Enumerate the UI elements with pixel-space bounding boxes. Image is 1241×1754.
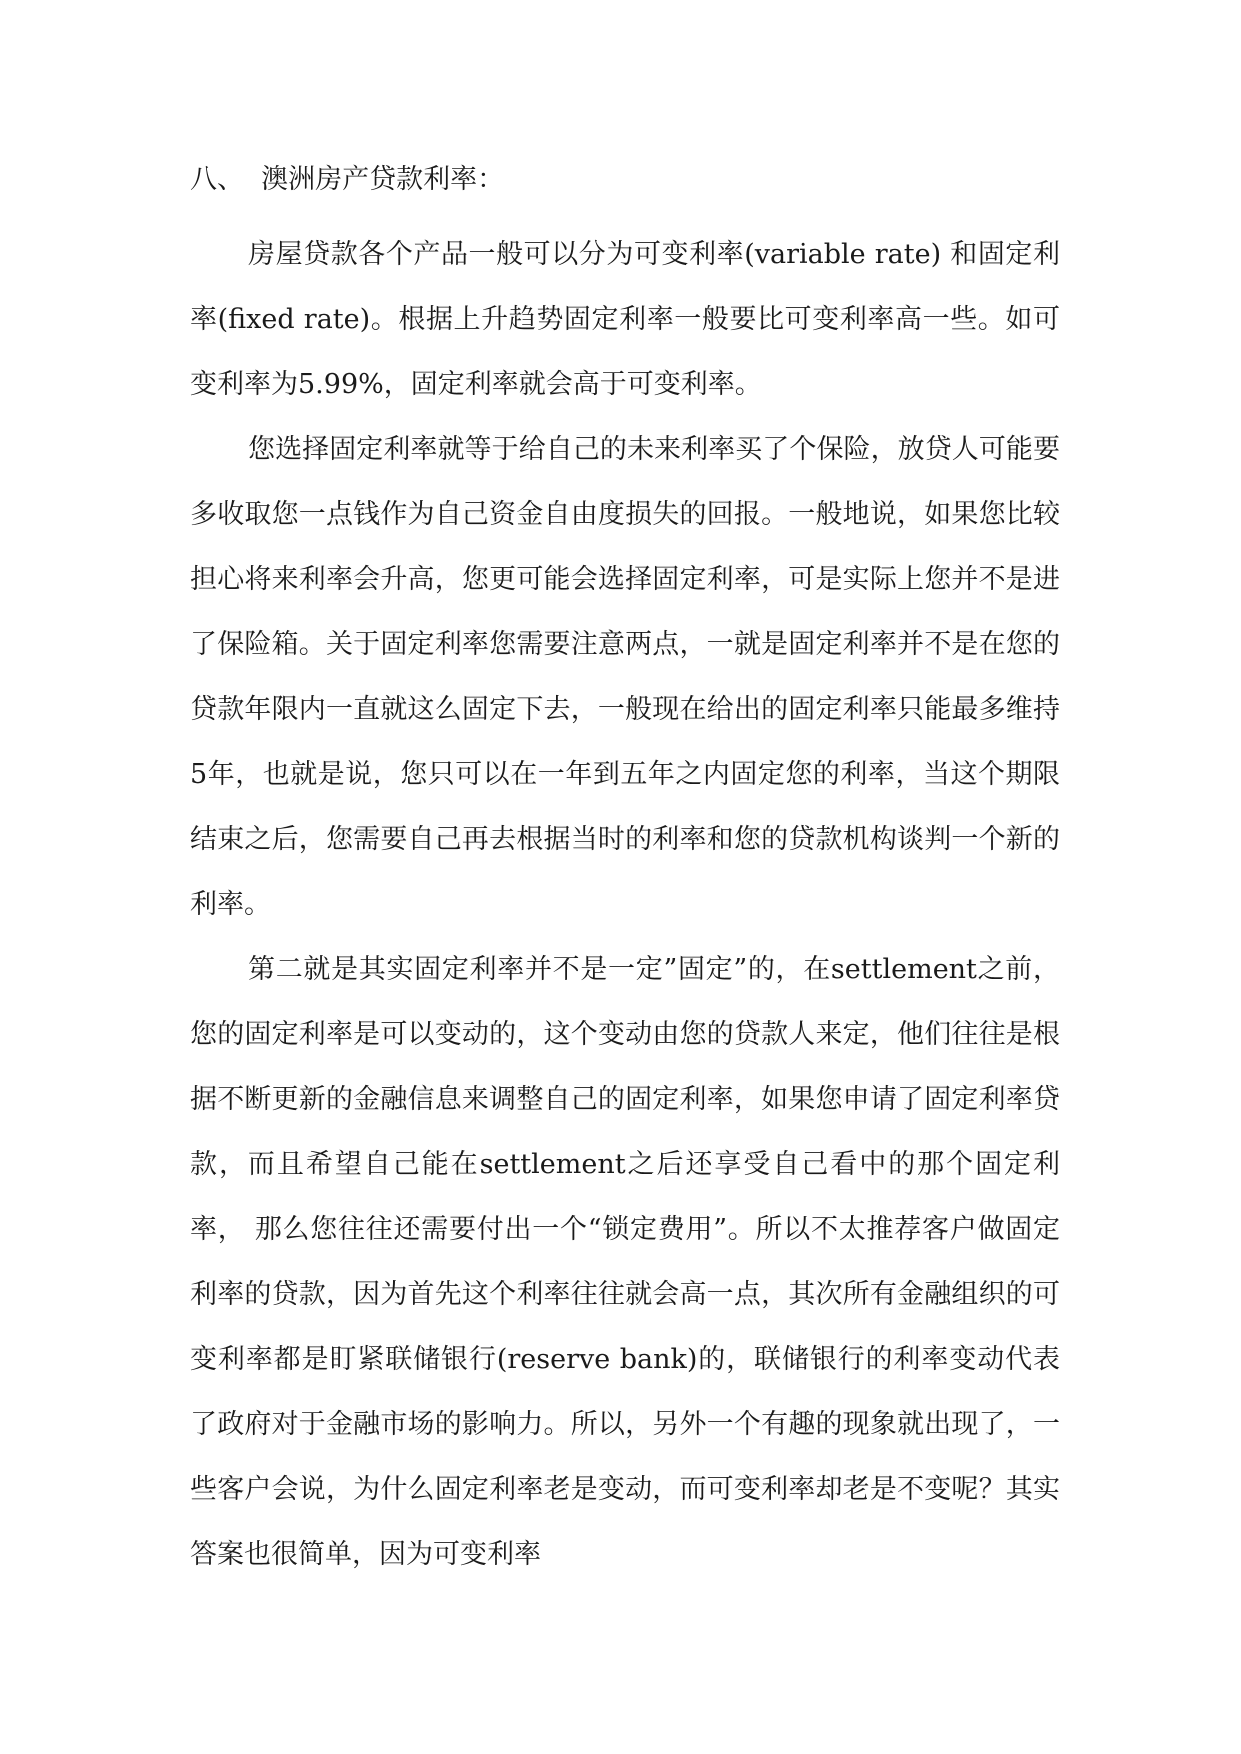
section-heading: 八、 澳洲房产贷款利率： <box>190 164 505 195</box>
paragraph-fixed-rate-changes: 第二就是其实固定利率并不是一定”固定”的，在settlement之前，您的固定利率是可以变动的，这个变动由您的贷款人来定，他们往往是根据不断更新的金融信息来调整自己的固定利率，如果您申请了固定利率贷款，而且希望自己能在settlement之后还享受自己看中的那个固定利率， 那么您往往还需要付出一个“锁定费用”。所以不太推荐客户做固定利率的贷款，因为首先这个利率往往就会高一点，其次所有金融组织的可变利率都是盯紧联储银行(reserve bank)的，联储银行的利率变动代表了政府对于金融市场的影响力。所以，另外一个有趣的现象就出现了，一些客户会说，为什么固定利率老是变动，而可变利率却老是不变呢？其实答案也很简单，因为可变利率 <box>190 954 1060 1570</box>
paragraph-rate-types: 房屋贷款各个产品一般可以分为可变利率(variable rate) 和固定利率(fixed rate)。根据上升趋势固定利率一般要比可变利率高一些。如可变利率为5.99%，固定利率就会高于可变利率。 <box>190 239 1060 400</box>
document-page <box>190 160 1060 1587</box>
paragraph-fixed-rate-insurance: 您选择固定利率就等于给自己的未来利率买了个保险，放贷人可能要多收取您一点钱作为自己资金自由度损失的回报。一般地说，如果您比较担心将来利率会升高，您更可能会选择固定利率，可是实际上您并不是进了保险箱。关于固定利率您需要注意两点，一就是固定利率并不是在您的贷款年限内一直就这么固定下去，一般现在给出的固定利率只能最多维持5年，也就是说，您只可以在一年到五年之内固定您的利率，当这个期限结束之后，您需要自己再去根据当时的利率和您的贷款机构谈判一个新的利率。 <box>190 434 1060 920</box>
